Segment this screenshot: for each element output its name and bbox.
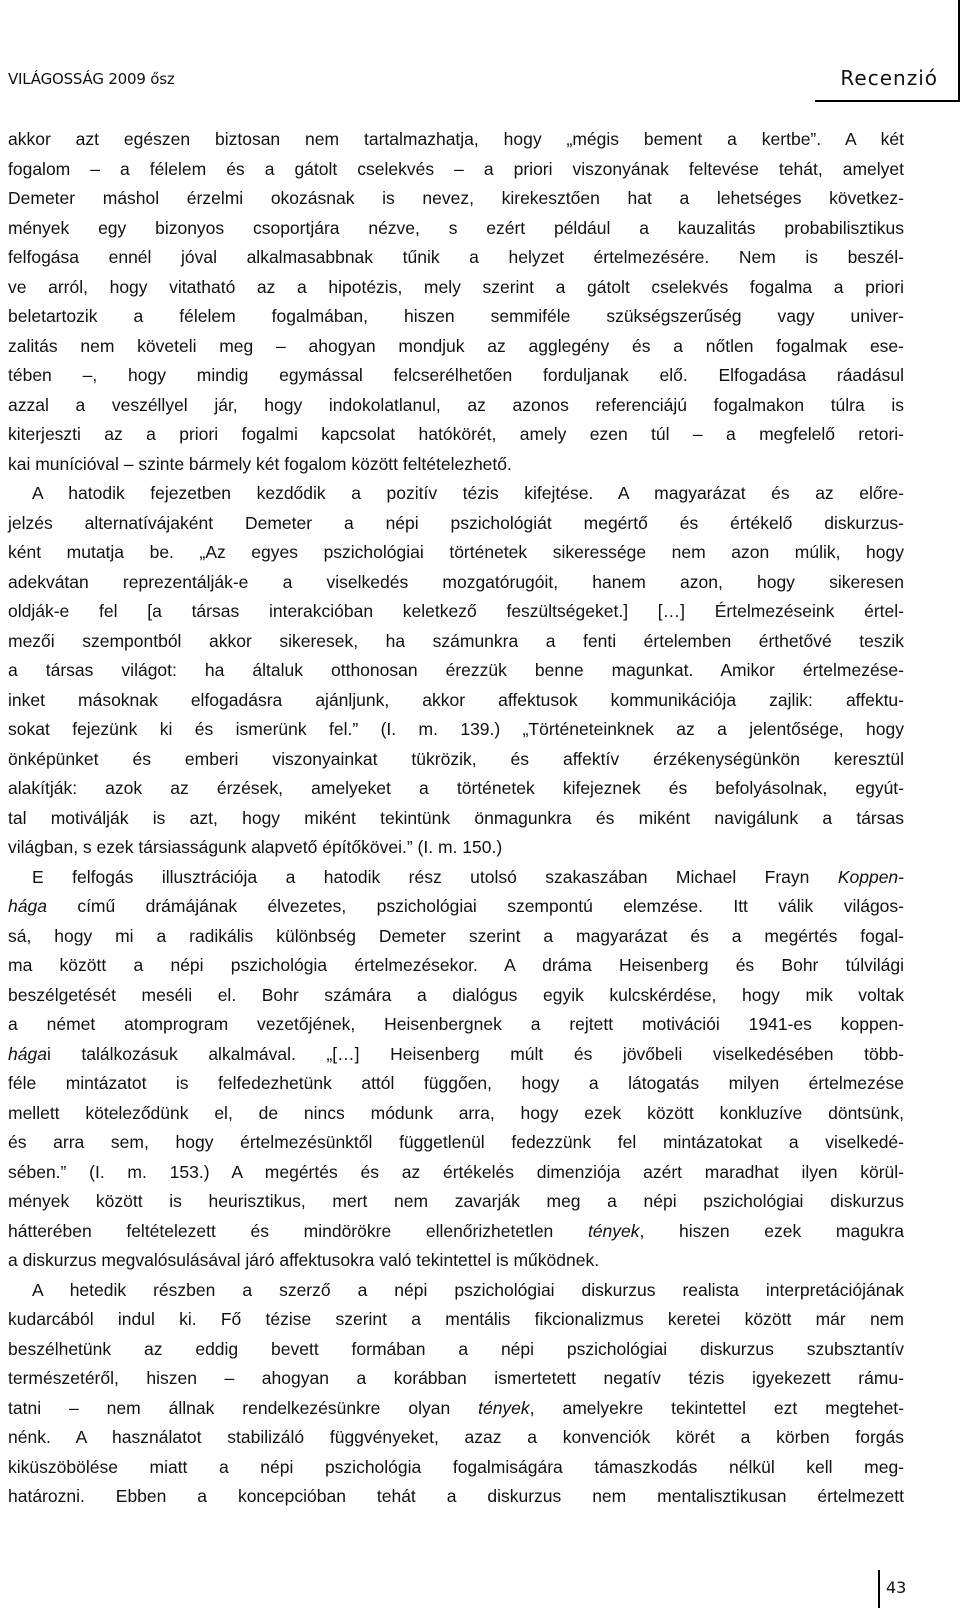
text-line: kudarcából indul ki. Fő tézise szerint a mentális fikcionalizmus keretei között már nem [8,1309,904,1329]
text-line: sá, hogy mi a radikális különbség Demeter szerint a magyarázat és a megértés fogal- [8,925,904,946]
text-line: jelzés alternatívájaként Demeter a népi pszichológiát megértő és értékelő diskurzus- [8,512,904,533]
text-line: és arra sem, hogy értelmezésünktől függetlenül fedezzünk fel mintázatokat a viselkedé- [8,1132,904,1152]
text-line: a diskurzus megvalósulásával járó affektusokra való tekintettel is működnek. [8,1250,600,1270]
text-line: hátterében feltételezett és mindörökre ellenőrizhetetlen tények, hiszen ezek magukra [8,1220,904,1241]
paragraph [8,479,904,863]
text-line: zalitás nem követeli meg – ahogyan mondjuk az agglegény és a nőtlen fogalmak ese- [8,335,904,356]
corner-rule-horizontal [815,100,960,102]
text-line: Demeter máshol érzelmi okozásnak is nevez, kirekesztően hat a lehetséges következ- [8,188,904,208]
paragraph [8,863,904,1276]
text-line: világban, s ezek társiasságunk alapvető építőkövei.” (I. m. 150.) [8,837,503,857]
text-line: hága című drámájának élvezetes, pszichológiai szempontú elemzése. Itt válik világos- [8,896,904,916]
page-number: 43 [886,1578,907,1597]
paragraph [8,1276,904,1512]
text-line: E felfogás illusztrációja a hatodik rész utolsó szakaszában Michael Frayn Koppen- [32,866,904,887]
text-line: felfogása ennél jóval alkalmasabbnak tűnik a helyzet értelmezésére. Nem is beszél- [8,247,904,267]
text-line: a német atomprogram vezetőjének, Heisenbergnek a rejtett motivációi 1941-es koppen- [8,1014,904,1034]
text-line: ma között a népi pszichológia értelmezésekor. A dráma Heisenberg és Bohr túlvilági [8,955,904,975]
text-line: mények egy bizonyos csoportjára nézve, s ezért például a kauzalitás probabilisztikus [8,217,904,238]
paragraph [8,125,904,479]
text-line: tal motiválják is azt, hogy miként tekintünk önmagunkra és miként navigálunk a társas [8,807,904,828]
text-line: mellett köteleződünk el, de nincs módunk arra, hogy ezek között konkluzíve döntsünk, [8,1102,904,1123]
text-line: hágai találkozásuk alkalmával. „[…] Heisenberg múlt és jövőbeli viselkedésében több- [8,1043,904,1064]
text-line: sében.” (I. m. 153.) A megértés és az értékelés dimenziója azért maradhat ilyen körül- [8,1161,904,1182]
text-line: mények között is heurisztikus, mert nem zavarják meg a népi pszichológiai diskurzus [8,1191,904,1211]
text-line: alakítják: azok az érzések, amelyeket a történetek kifejeznek és befolyásolnak, egyút- [8,778,904,798]
text-line: oldják-e fel [a társas interakcióban keletkező feszültségeket.] […] Értelmezéseink értel- [8,601,904,621]
text-line: beszélhetünk az eddig bevett formában a népi pszichológiai diskurzus szubsztantív [8,1338,904,1359]
text-line: kiküszöbölése miatt a népi pszichológia fogalmiságára támaszkodás nélkül kell meg- [8,1456,904,1477]
text-line: a társas világot: ha általuk otthonosan érezzük benne magunkat. Amikor értelmezése- [8,660,904,680]
text-line: határozni. Ebben a koncepcióban tehát a diskurzus nem mentalisztikusan értelmezett [8,1486,904,1506]
text-line: inket másoknak elfogadásra ajánljunk, akkor affektusok kommunikációja zajlik: affektu- [8,689,904,710]
text-line: A hatodik fejezetben kezdődik a pozitív tézis kifejtése. A magyarázat és az előre- [32,483,904,503]
text-line: sokat fejezünk ki és ismerünk fel.” (I. m. 139.) „Történeteinknek az a jelentősége, hogy [8,719,904,739]
text-line: ként mutatja be. „Az egyes pszichológiai történetek sikeressége nem azon múlik, hogy [8,542,904,562]
text-line: fogalom – a félelem és a gátolt cselekvés – a priori viszonyának feltevése tehát, amelyet [8,158,904,179]
text-line: féle mintázatot is felfedezhetünk attól függően, hogy a látogatás milyen értelmezése [8,1073,904,1093]
text-line: adekvátan reprezentálják-e a viselkedés mozgatórugóit, hanem azon, hogy sikeresen [8,571,904,592]
text-line: tében –, hogy mindig egymással felcserélhetően forduljanak elő. Elfogadása ráadásul [8,365,904,385]
page-number-box [878,1560,960,1608]
text-line: nénk. A használatot stabilizáló függvényeket, azaz a konvenciók körét a körben forgás [8,1427,904,1447]
text-line: ve arról, hogy vitatható az a hipotézis, mely szerint a gátolt cselekvés fogalma a priori [8,276,904,297]
page-number-rule [878,1570,880,1608]
text-line: azzal a veszéllyel jár, hogy indokolatlanul, az azonos referenciájú fogalmakon túlra is [8,394,904,415]
text-line: beletartozik a félelem fogalmában, hiszen semmiféle szükségszerűség vagy univer- [8,306,904,326]
text-line: önképünket és emberi viszonyainkat tükrözik, és affektív érzékenységünkön keresztül [8,748,904,769]
text-line: beszélgetését meséli el. Bohr számára a dialógus egyik kulcskérdése, hogy mik voltak [8,984,904,1005]
text-line: természetéről, hiszen – ahogyan a korábban ismertetett negatív tézis igyekezett rámu- [8,1368,904,1388]
text-line: mezői szempontból akkor sikeresek, ha számunkra a fenti értelemben érthetővé teszik [8,630,904,651]
text-line: kai munícióval – szinte bármely két fogalom között feltételezhető. [8,453,512,474]
section-header: Recenzió [840,66,938,90]
text-line: akkor azt egészen biztosan nem tartalmazhatja, hogy „mégis bement a kertbe”. A két [8,129,904,149]
journal-header: VILÁGOSSÁG 2009 ősz [8,70,175,88]
text-line: A hetedik részben a szerző a népi pszichológiai diskurzus realista interpretációjának [32,1279,904,1300]
text-line: tatni – nem állnak rendelkezésünkre olyan tények, amelyekre tekintettel ezt megtehet- [8,1397,904,1418]
text-line: kiterjeszti az a priori fogalmi kapcsolat hatókörét, amely ezen túl – a megfelelő retori- [8,424,904,444]
article-body [8,125,904,1512]
